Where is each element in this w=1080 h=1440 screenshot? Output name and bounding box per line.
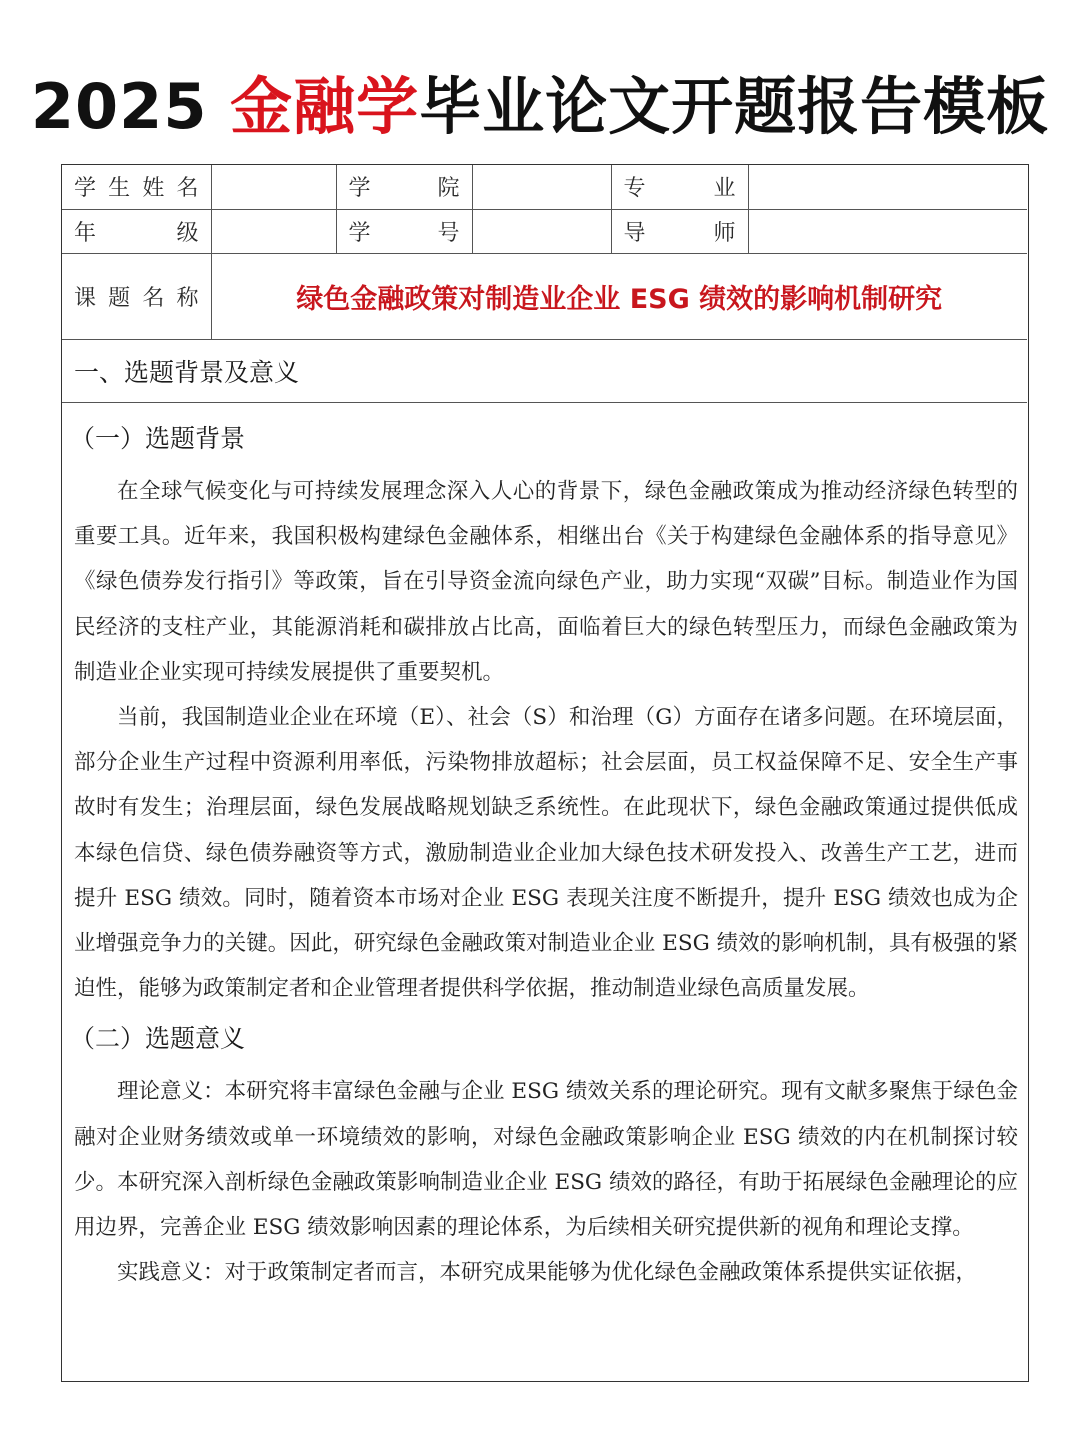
title-year: 2025 bbox=[30, 70, 231, 143]
major-label-cell bbox=[611, 165, 748, 209]
info-row-topic bbox=[62, 253, 1027, 339]
title-rest: 毕业论文开题报告模板 bbox=[419, 70, 1050, 143]
paragraph-theoretical-significance: 理论意义：本研究将丰富绿色金融与企业 ESG 绩效关系的理论研究。现有文献多聚焦于绿色金融对企业财务绩效或单一环境绩效的影响，对绿色金融政策影响企业 ESG 绩效的内在机制探讨较少。本研究深入剖析绿色金融政策影响制造业企业 ESG 绩效的路径，有助于拓展绿色金融理论的应用边界，完善企业 ESG 绩效影响因素的理论体系，为后续相关研究提供新的视角和理论支撑。 bbox=[74, 1079, 1018, 1241]
topic-label: 课 题 名 称 bbox=[74, 285, 199, 311]
subheading-significance: （二）选题意义 bbox=[70, 1024, 246, 1054]
college-label-cell bbox=[336, 165, 472, 209]
advisor-label-cell bbox=[611, 209, 748, 253]
advisor-label: 导 师 bbox=[623, 220, 736, 246]
section-heading-background: 一、选题背景及意义 bbox=[62, 342, 1027, 403]
topic-label-cell bbox=[62, 253, 211, 339]
document-title bbox=[0, 62, 1080, 152]
student-id-field[interactable] bbox=[472, 209, 611, 253]
major-label: 专 业 bbox=[623, 176, 736, 202]
grade-label-cell bbox=[62, 209, 211, 253]
title-accent: 金融学 bbox=[230, 70, 420, 143]
grade-field[interactable] bbox=[211, 209, 336, 253]
advisor-field[interactable] bbox=[748, 209, 1027, 253]
student-name-field[interactable] bbox=[211, 165, 336, 209]
section-body bbox=[70, 415, 1018, 1295]
topic-value: 绿色金融政策对制造业企业 ESG 绩效的影响机制研究 bbox=[211, 253, 1027, 339]
student-id-label: 学 号 bbox=[348, 220, 460, 246]
student-id-label-cell bbox=[336, 209, 472, 253]
paragraph-practical-significance: 实践意义：对于政策制定者而言，本研究成果能够为优化绿色金融政策体系提供实证依据， bbox=[117, 1260, 978, 1286]
subheading-background: （一）选题背景 bbox=[70, 424, 246, 453]
info-row-1 bbox=[62, 165, 1027, 209]
student-name-label-cell bbox=[62, 165, 211, 209]
student-name-label: 学 生 姓 名 bbox=[74, 176, 199, 202]
major-field[interactable] bbox=[748, 165, 1027, 209]
college-label: 学 院 bbox=[348, 176, 460, 202]
grade-label: 年 级 bbox=[74, 220, 199, 246]
proposal-form bbox=[61, 164, 1029, 1382]
info-row-2 bbox=[62, 209, 1027, 253]
paragraph-background-1: 在全球气候变化与可持续发展理念深入人心的背景下，绿色金融政策成为推动经济绿色转型的重要工具。近年来，我国积极构建绿色金融体系，相继出台《关于构建绿色金融体系的指导意见》《绿色债券发行指引》等政策，旨在引导资金流向绿色产业，助力实现“双碳”目标。制造业作为国民经济的支柱产业，其能源消耗和碳排放占比高，面临着巨大的绿色转型压力，而绿色金融政策为制造业企业实现可持续发展提供了重要契机。 bbox=[74, 479, 1018, 685]
college-field[interactable] bbox=[472, 165, 611, 209]
paragraph-background-2: 当前，我国制造业企业在环境（E）、社会（S）和治理（G）方面存在诸多问题。在环境层面，部分企业生产过程中资源利用率低，污染物排放超标；社会层面，员工权益保障不足、安全生产事故时有发生；治理层面，绿色发展战略规划缺乏系统性。在此现状下，绿色金融政策通过提供低成本绿色信贷、绿色债券融资等方式，激励制造业企业加大绿色技术研发投入、改善生产工艺，进而提升 ESG 绩效。同时，随着资本市场对企业 ESG 表现关注度不断提升，提升 ESG 绩效也成为企业增强竞争力的关键。因此，研究绿色金融政策对制造业企业 ESG 绩效的影响机制，具有极强的紧迫性，能够为政策制定者和企业管理者提供科学依据，推动制造业绿色高质量发展。 bbox=[74, 705, 1018, 1002]
info-table bbox=[62, 165, 1027, 340]
